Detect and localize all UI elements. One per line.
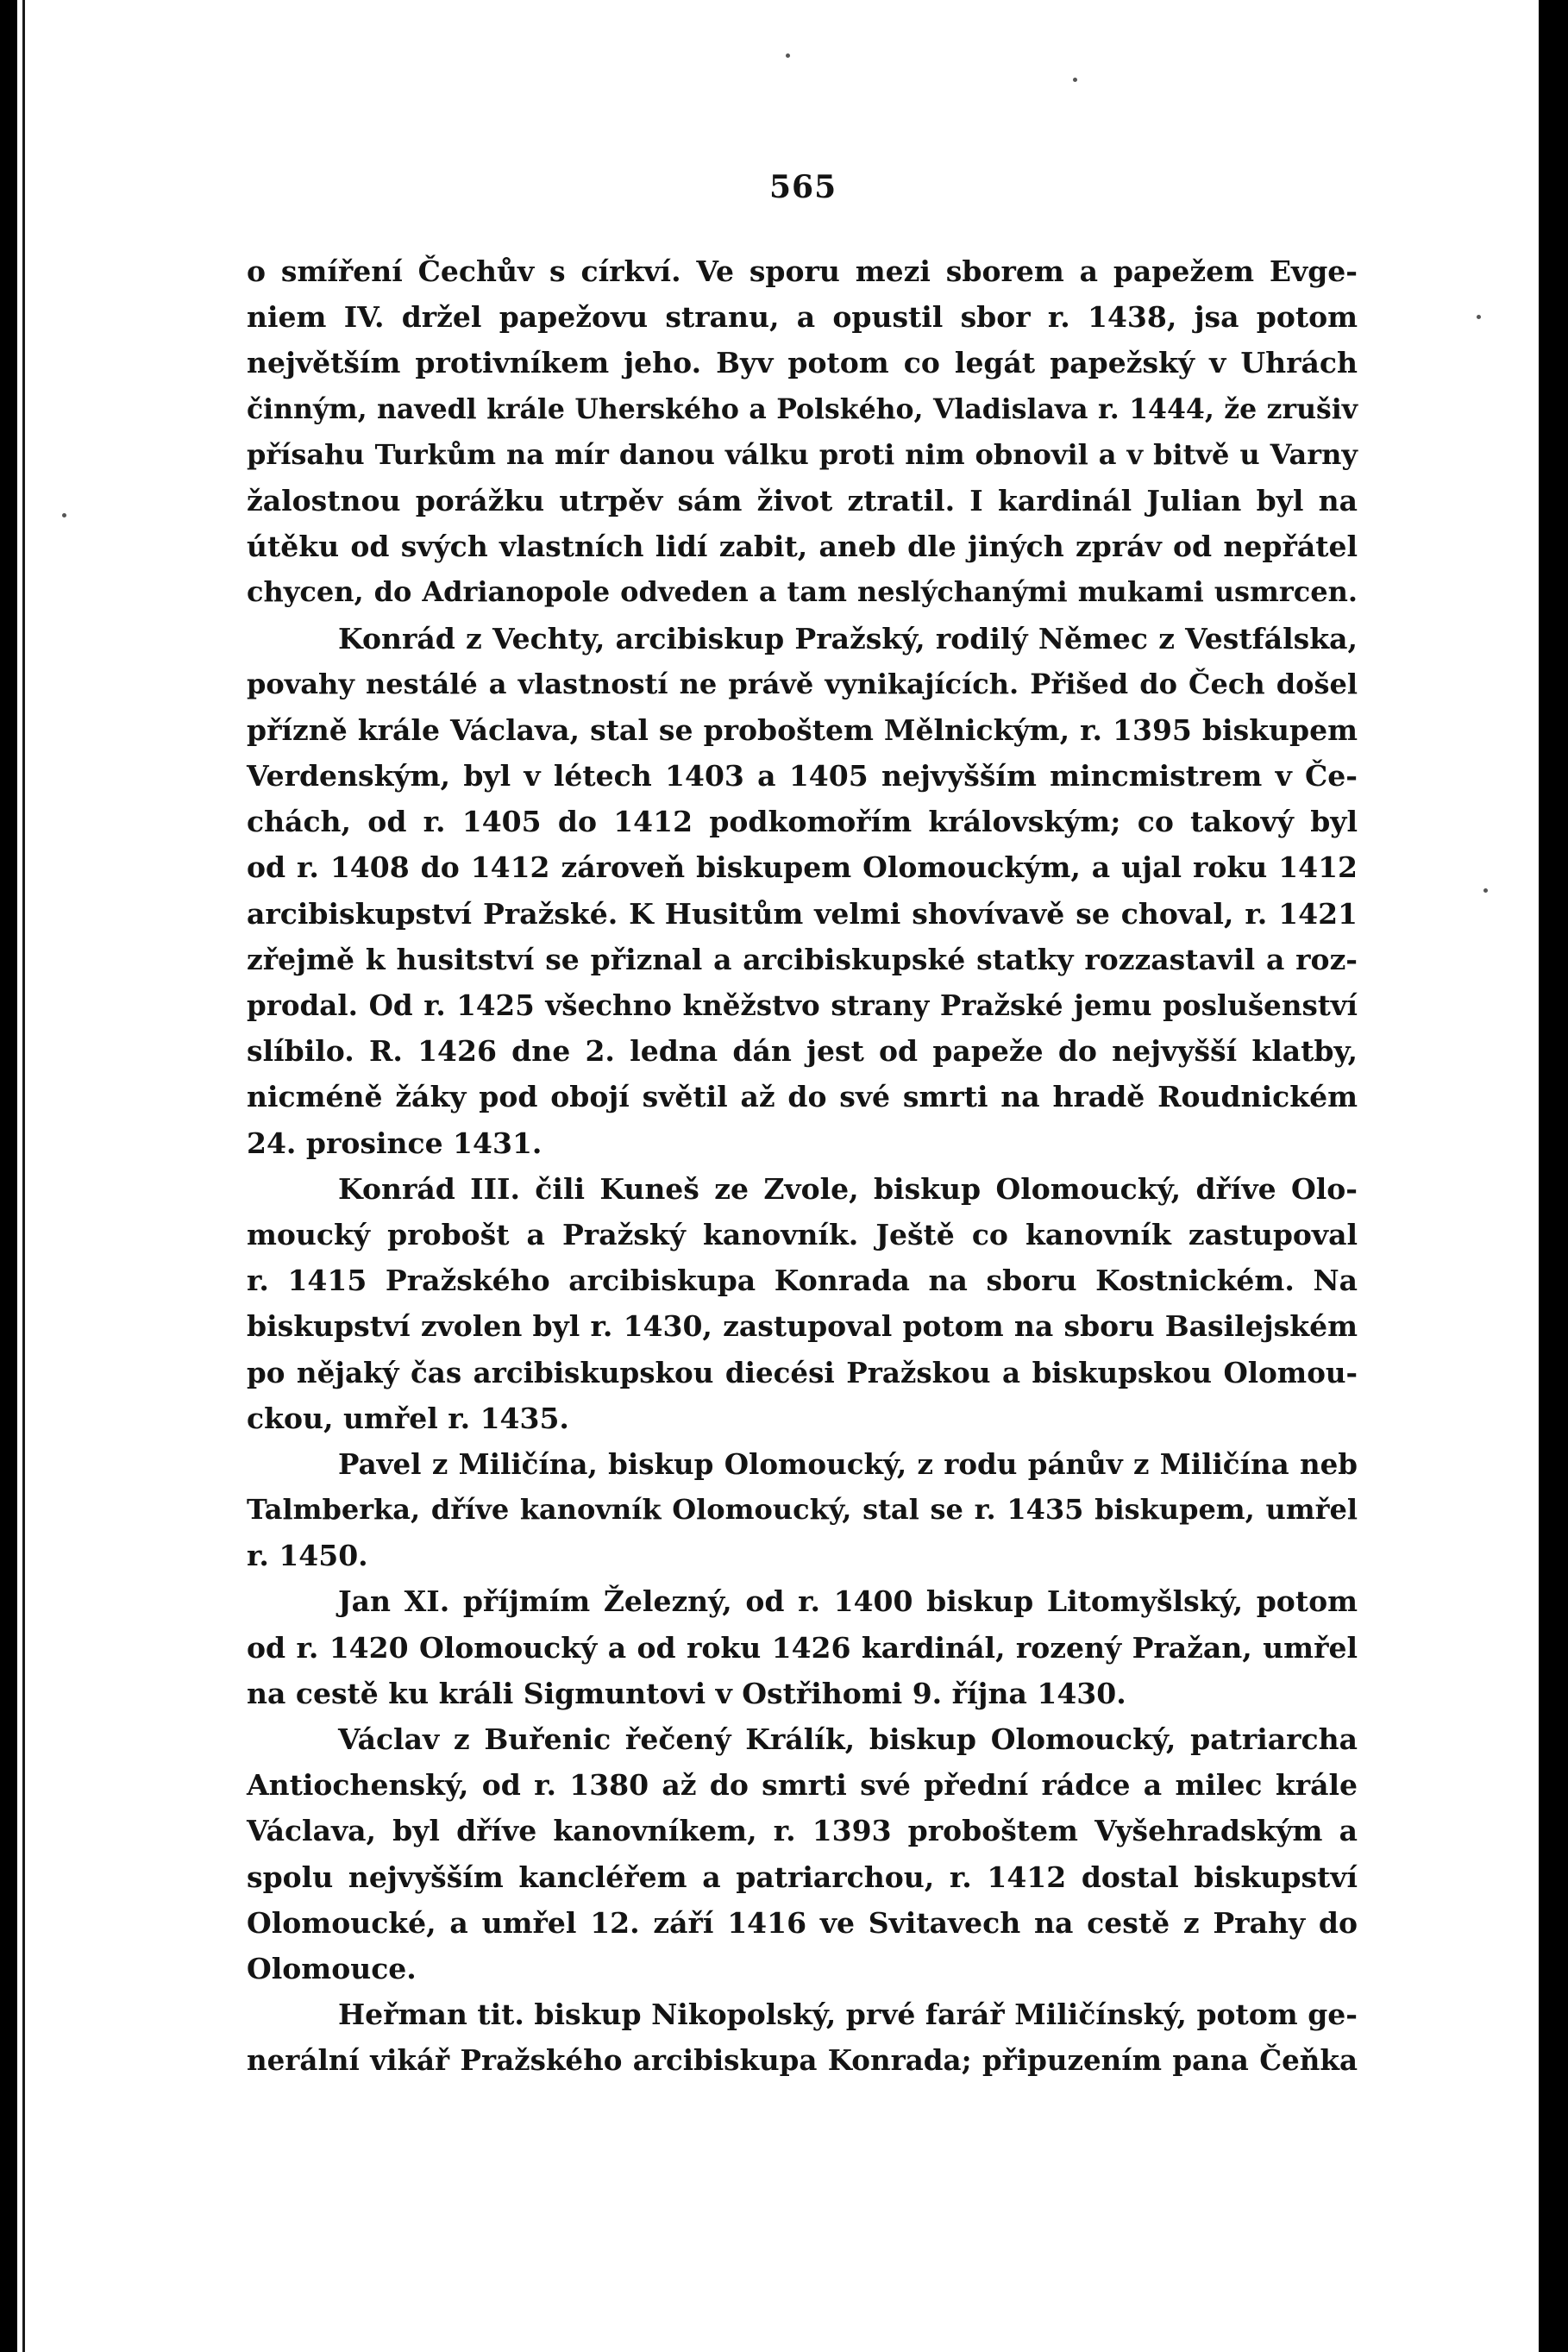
scan-right-border	[1539, 0, 1568, 2352]
text-line: na cestě ku králi Sigmuntovi v Ostřihomi 9. října 1430.	[247, 1676, 1126, 1710]
text-line: po nějaký čas arcibiskupskou diecési Pražskou a biskupskou Olomou-	[247, 1355, 1358, 1389]
scan-left-edge-line	[22, 0, 25, 2352]
text-line: Heřman tit. biskup Nikopolský, prvé farář Miličínský, potom ge-	[338, 1998, 1358, 2032]
scan-speck	[62, 513, 66, 517]
scan-speck	[1073, 78, 1077, 82]
text-line: r. 1415 Pražského arcibiskupa Konrada na sboru Kostnickém. Na	[247, 1264, 1358, 1298]
text-line: nerální vikář Pražského arcibiskupa Konrada; připuzením pana Čeňka	[247, 2043, 1358, 2078]
text-line: žalostnou porážku utrpěv sám život ztratil. I kardinál Julian byl na	[247, 483, 1358, 517]
text-line: Konrád III. čili Kuneš ze Zvole, biskup Olomoucký, dříve Olo-	[338, 1171, 1358, 1206]
text-line: Antiochenský, od r. 1380 až do smrti své přední rádce a milec krále	[247, 1768, 1358, 1803]
text-line: Olomouce.	[247, 1951, 417, 1985]
text-line: Václava, byl dříve kanovníkem, r. 1393 proboštem Vyšehradským a	[247, 1814, 1358, 1848]
text-line: nicméně žáky pod obojí světil až do své smrti na hradě Roudnickém	[247, 1080, 1358, 1114]
text-line: zřejmě k husitství se přiznal a arcibiskupské statky rozzastavil a roz-	[247, 942, 1358, 976]
text-line: přísahu Turkům na mír danou válku proti nim obnovil a v bitvě u Varny	[247, 437, 1358, 471]
text-line: moucký probošt a Pražský kanovník. Ještě co kanovník zastupoval	[247, 1217, 1358, 1251]
text-line: r. 1450.	[247, 1539, 368, 1573]
text-line: slíbilo. R. 1426 dne 2. ledna dán jest od papeže do nejvyšší klatby,	[247, 1034, 1358, 1069]
text-line: biskupství zvolen byl r. 1430, zastupoval potom na sboru Basilejském	[247, 1309, 1358, 1344]
text-line: povahy nestálé a vlastností ne právě vynikajících. Přišed do Čech došel	[247, 667, 1358, 700]
text-line: Verdenským, byl v létech 1403 a 1405 nejvyšším mincmistrem v Če-	[247, 759, 1358, 793]
text-line: největším protivníkem jeho. Byv potom co legát papežský v Uhrách	[247, 346, 1358, 380]
text-line: arcibiskupství Pražské. K Husitům velmi shovívavě se choval, r. 1421	[247, 896, 1358, 931]
text-line: Talmberka, dříve kanovník Olomoucký, stal se r. 1435 biskupem, umřel	[247, 1493, 1358, 1527]
text-line: 24. prosince 1431.	[247, 1126, 543, 1160]
scan-left-border	[0, 0, 17, 2352]
text-line: chách, od r. 1405 do 1412 podkomořím královským; co takový byl	[247, 805, 1358, 839]
page-number: 565	[769, 169, 837, 205]
scan-speck	[1477, 315, 1481, 319]
text-line: Konrád z Vechty, arcibiskup Pražský, rodilý Němec z Vestfálska,	[338, 621, 1358, 655]
text-line: Pavel z Miličína, biskup Olomoucký, z rodu pánův z Miličína neb	[338, 1446, 1358, 1481]
scan-speck	[1483, 888, 1488, 893]
text-line: útěku od svých vlastních lidí zabit, aneb dle jiných zpráv od nepřátel	[247, 530, 1358, 564]
text-line: o smíření Čechův s církví. Ve sporu mezi sborem a papežem Evge-	[247, 254, 1358, 288]
text-line: prodal. Od r. 1425 všechno kněžstvo strany Pražské jemu poslušenství	[247, 988, 1358, 1022]
text-line: chycen, do Adrianopole odveden a tam neslýchanými mukami usmrcen.	[247, 575, 1358, 609]
text-line: od r. 1420 Olomoucký a od roku 1426 kardinál, rozený Pražan, umřel	[247, 1630, 1358, 1665]
text-line: ckou, umřel r. 1435.	[247, 1401, 569, 1435]
text-line: činným, navedl krále Uherského a Polského, Vladislava r. 1444, že zrušiv	[247, 392, 1358, 425]
text-line: přízně krále Václava, stal se proboštem Mělnickým, r. 1395 biskupem	[247, 712, 1358, 747]
scan-speck	[786, 53, 790, 58]
text-line: niem IV. držel papežovu stranu, a opustil sbor r. 1438, jsa potom	[247, 300, 1358, 335]
text-line: Václav z Buřenic řečený Králík, biskup Olomoucký, patriarcha	[338, 1722, 1358, 1756]
text-line: spolu nejvyšším kancléřem a patriarchou, r. 1412 dostal biskupství	[247, 1860, 1358, 1894]
text-line: Olomoucké, a umřel 12. září 1416 ve Svitavech na cestě z Prahy do	[247, 1905, 1358, 1940]
text-line: od r. 1408 do 1412 zároveň biskupem Olomouckým, a ujal roku 1412	[247, 850, 1358, 885]
text-line: Jan XI. příjmím Železný, od r. 1400 biskup Litomyšlský, potom	[338, 1584, 1358, 1619]
body-text	[247, 248, 1358, 2084]
